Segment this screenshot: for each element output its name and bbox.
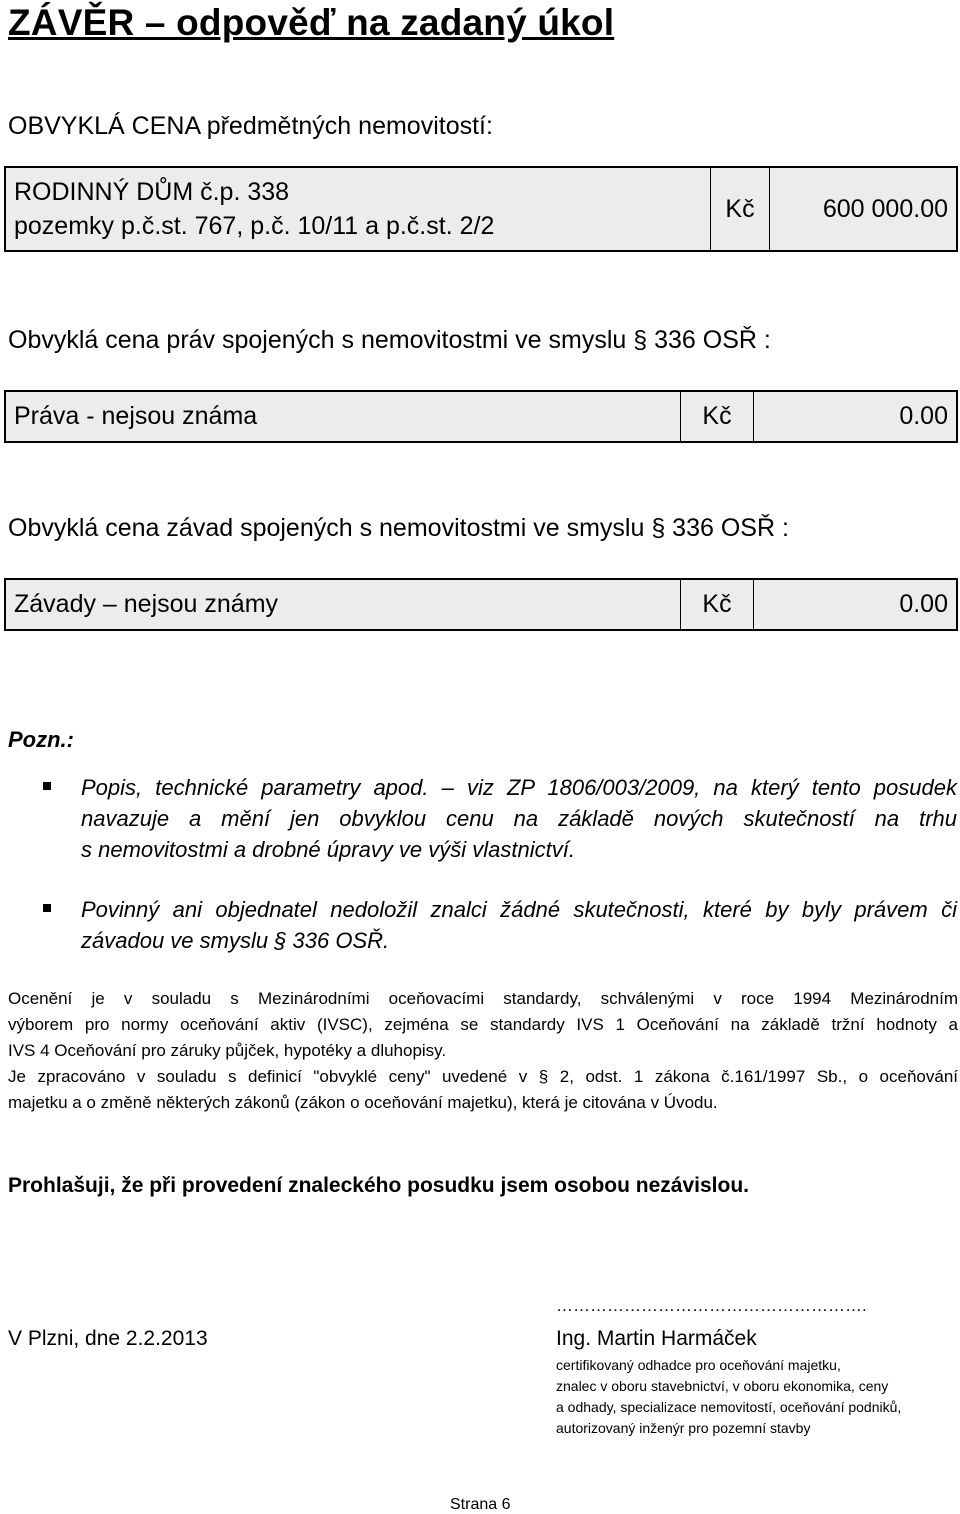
defects-price-box: [4, 578, 958, 631]
credential-line-3: a odhady, specializace nemovitostí, oceňování podniků,: [556, 1399, 902, 1415]
credential-line-2: znalec v oboru stavebnictví, v oboru ekonomika, ceny: [556, 1378, 889, 1394]
rights-heading: Obvyklá cena práv spojených s nemovitostmi ve smyslu § 336 OSŘ :: [8, 326, 771, 354]
property-line-2: pozemky p.č.st. 767, p.č. 10/11 a p.č.st. 2/2: [14, 212, 495, 240]
paragraph-line-4: Je zpracováno v souladu s definicí "obvyklé ceny" uvedené v § 2, odst. 1 zákona č.161/1997 Sb., o oceňování: [8, 1067, 958, 1086]
paragraph-line-2: výborem pro normy oceňování aktiv (IVSC), zejména se standardy IVS 1 Oceňování na základě tržní hodnoty a: [8, 1015, 958, 1034]
declaration: Prohlašuji, že při provedení znaleckého posudku jsem osobou nezávislou.: [8, 1174, 749, 1197]
notes-heading: Pozn.:: [8, 727, 74, 752]
market-price-heading: OBVYKLÁ CENA předmětných nemovitostí:: [8, 112, 493, 140]
bullet-icon: [43, 904, 51, 912]
signer-credentials: [556, 1355, 901, 1439]
note-item-2: [81, 894, 957, 956]
defects-currency: Kč: [680, 580, 753, 629]
property-line-1: RODINNÝ DŮM č.p. 338: [14, 178, 290, 206]
standards-paragraph: [8, 986, 958, 1116]
page-title: ZÁVĚR – odpověď na zadaný úkol: [8, 2, 615, 43]
credential-line-4: autorizovaný inženýr pro pozemní stavby: [556, 1420, 811, 1436]
rights-label: Práva - nejsou známa: [14, 402, 258, 430]
signer-name: Ing. Martin Harmáček: [556, 1327, 757, 1350]
property-currency: Kč: [710, 168, 769, 250]
paragraph-line-1: Ocenění je v souladu s Mezinárodními oceňovacími standardy, schválenými v roce 1994 Mezinárodním: [8, 989, 958, 1008]
note-item-1: [81, 772, 957, 865]
paragraph-line-5: majetku a o změně některých zákonů (zákon o oceňování majetku), která je citována v Úvodu.: [8, 1093, 718, 1112]
note-2-line-1: Povinný ani objednatel nedoložil znalci žádné skutečnosti, které by byly právem či: [81, 897, 957, 922]
note-2-line-2: závadou ve smyslu § 336 OSŘ.: [81, 928, 390, 953]
property-value: 600 000.00: [769, 168, 956, 250]
credential-line-1: certifikovaný odhadce pro oceňování majetku,: [556, 1357, 841, 1373]
paragraph-line-3: IVS 4 Oceňování pro záruky půjček, hypotéky a dluhopisy.: [8, 1041, 447, 1060]
note-1-line-2: navazuje a mění jen obvyklou cenu na základě nových skutečností na trhu: [81, 806, 957, 831]
rights-price-box: [4, 390, 958, 443]
note-1-line-1: Popis, technické parametry apod. – viz ZP 1806/003/2009, na který tento posudek: [81, 775, 957, 800]
signature-line: ……………………………………………….: [556, 1296, 867, 1315]
place-date: V Plzni, dne 2.2.2013: [8, 1327, 208, 1350]
rights-value: 0.00: [753, 392, 956, 441]
defects-heading: Obvyklá cena závad spojených s nemovitostmi ve smyslu § 336 OSŘ :: [8, 514, 789, 542]
defects-value: 0.00: [753, 580, 956, 629]
note-1-line-3: s nemovitostmi a drobné úpravy ve výši vlastnictví.: [81, 837, 575, 862]
property-price-box: [4, 166, 958, 252]
rights-currency: Kč: [680, 392, 753, 441]
property-description: [6, 168, 710, 250]
page-number: Strana 6: [450, 1496, 511, 1513]
bullet-icon: [43, 782, 51, 790]
defects-label: Závady – nejsou známy: [14, 590, 279, 618]
